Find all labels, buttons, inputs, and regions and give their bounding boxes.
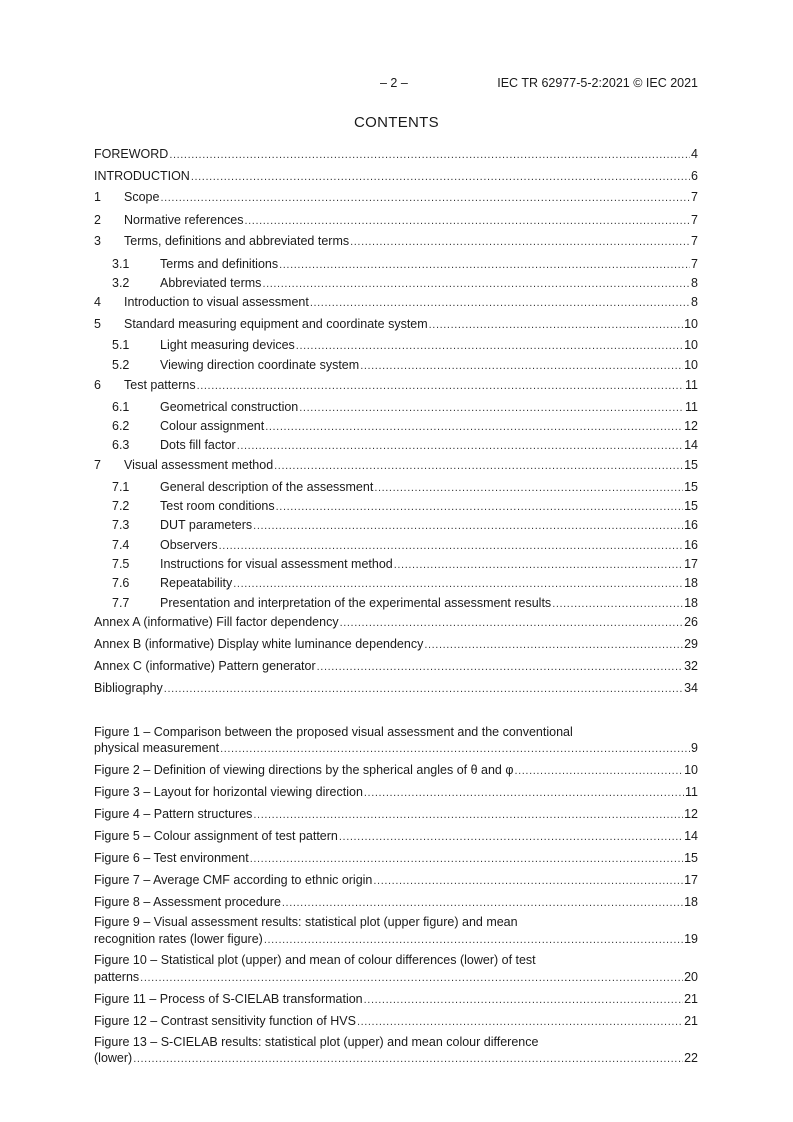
figure-entry[interactable] — [94, 894, 698, 910]
figure-entry-page: 19 — [684, 932, 698, 946]
toc-entry-number: 6 — [94, 378, 101, 392]
dot-leader — [339, 829, 683, 845]
dot-leader — [253, 518, 683, 534]
toc-entry-page: 15 — [684, 499, 698, 513]
toc-entry[interactable] — [94, 146, 698, 162]
toc-entry-page: 17 — [684, 557, 698, 571]
dot-leader — [220, 741, 690, 757]
toc-entry-page: 6 — [691, 169, 698, 183]
toc-entry-title: Viewing direction coordinate system — [160, 358, 360, 372]
figure-entry-title: recognition rates (lower figure) — [94, 932, 263, 946]
figure-entry[interactable] — [94, 828, 698, 844]
toc-entry-title: Annex C (informative) Pattern generator — [94, 659, 316, 673]
toc-entry-page: 8 — [691, 276, 698, 290]
toc-entry[interactable] — [94, 498, 698, 514]
toc-entry-number: 7.2 — [112, 499, 130, 513]
toc-entry-page: 4 — [691, 147, 698, 161]
dot-leader — [276, 499, 683, 515]
figure-entry[interactable] — [94, 850, 698, 866]
toc-entry-page: 16 — [684, 518, 698, 532]
dot-leader — [357, 1014, 683, 1030]
figure-entry-page: 22 — [684, 1051, 698, 1065]
figure-entry[interactable] — [94, 969, 698, 985]
toc-entry-page: 11 — [685, 378, 698, 392]
dot-leader — [250, 851, 683, 867]
dot-leader — [317, 659, 683, 675]
toc-entry-page: 12 — [684, 419, 698, 433]
dot-leader — [265, 419, 683, 435]
toc-entry-number: 7.6 — [112, 576, 130, 590]
figure-entry-page: 10 — [684, 763, 698, 777]
toc-entry-page: 7 — [691, 190, 698, 204]
toc-entry[interactable] — [94, 377, 698, 393]
toc-entry-title: Light measuring devices — [160, 338, 295, 352]
toc-entry-title: Presentation and interpretation of the experimental assessment results — [160, 596, 552, 610]
toc-entry-title: DUT parameters — [160, 518, 253, 532]
toc-entry[interactable] — [94, 256, 698, 272]
toc-entry-title: Standard measuring equipment and coordinate system — [124, 317, 428, 331]
toc-entry[interactable] — [94, 479, 698, 495]
toc-entry-number: 2 — [94, 213, 101, 227]
toc-entry-title: Geometrical construction — [160, 400, 299, 414]
toc-entry[interactable] — [94, 595, 698, 611]
dot-leader — [374, 480, 683, 496]
toc-entry-title: Instructions for visual assessment method — [160, 557, 393, 571]
toc-entry-number: 6.2 — [112, 419, 130, 433]
toc-entry[interactable] — [94, 457, 698, 473]
toc-entry-page: 10 — [684, 317, 698, 331]
toc-entry-page: 29 — [684, 637, 698, 651]
toc-entry-number: 5 — [94, 317, 101, 331]
toc-entry-page: 26 — [684, 615, 698, 629]
toc-entry-page: 7 — [691, 234, 698, 248]
dot-leader — [279, 257, 690, 273]
dot-leader — [424, 637, 683, 653]
dot-leader — [133, 1051, 683, 1067]
dot-leader — [274, 458, 683, 474]
figure-entry-caption-line[interactable]: Figure 1 – Comparison between the proposed visual assessment and the conventional — [94, 725, 573, 739]
dot-leader — [169, 147, 690, 163]
toc-entry-number: 6.3 — [112, 438, 130, 452]
page-title: CONTENTS — [354, 114, 439, 131]
toc-entry-number: 7.5 — [112, 557, 130, 571]
figure-entry-title: Figure 5 – Colour assignment of test pattern — [94, 829, 338, 843]
dot-leader — [164, 681, 683, 697]
figure-entry-page: 21 — [684, 992, 698, 1006]
toc-entry-number: 3 — [94, 234, 101, 248]
toc-entry-title: Visual assessment method — [124, 458, 274, 472]
dot-leader — [373, 873, 683, 889]
toc-entry-title: Test room conditions — [160, 499, 275, 513]
figure-entry[interactable] — [94, 1013, 698, 1029]
toc-entry[interactable] — [94, 233, 698, 249]
toc-entry-title: Normative references — [124, 213, 244, 227]
toc-entry-number: 5.1 — [112, 338, 130, 352]
dot-leader — [364, 992, 683, 1008]
toc-entry[interactable] — [94, 614, 698, 630]
figure-entry-title: Figure 4 – Pattern structures — [94, 807, 253, 821]
figure-entry-title: Figure 3 – Layout for horizontal viewing direction — [94, 785, 363, 799]
dot-leader — [360, 358, 683, 374]
dot-leader — [237, 438, 683, 454]
toc-entry[interactable] — [94, 399, 698, 415]
toc-entry-page: 11 — [685, 400, 698, 414]
dot-leader — [160, 190, 690, 206]
dot-leader — [296, 338, 683, 354]
dot-leader — [245, 213, 691, 229]
toc-entry-page: 10 — [684, 358, 698, 372]
toc-entry-title: INTRODUCTION — [94, 169, 190, 183]
toc-entry-number: 7.7 — [112, 596, 130, 610]
toc-entry-number: 7 — [94, 458, 101, 472]
toc-entry[interactable] — [94, 658, 698, 674]
toc-entry-page: 34 — [684, 681, 698, 695]
toc-entry-page: 8 — [691, 295, 698, 309]
dot-leader — [350, 234, 690, 250]
toc-entry[interactable] — [94, 316, 698, 332]
dot-leader — [197, 378, 684, 394]
toc-entry-title: Annex A (informative) Fill factor dependency — [94, 615, 339, 629]
dot-leader — [429, 317, 683, 333]
figure-entry-caption-line[interactable]: Figure 9 – Visual assessment results: statistical plot (upper figure) and mean — [94, 915, 518, 929]
toc-entry[interactable] — [94, 357, 698, 373]
figure-entry-page: 11 — [685, 785, 698, 799]
toc-entry[interactable] — [94, 189, 698, 205]
toc-entry[interactable] — [94, 275, 698, 291]
toc-entry-page: 15 — [684, 458, 698, 472]
dot-leader — [340, 615, 684, 631]
toc-entry-page: 16 — [684, 538, 698, 552]
figure-entry-caption-line[interactable]: Figure 10 – Statistical plot (upper) and mean of colour differences (lower) of test — [94, 953, 536, 967]
toc-entry-title: Repeatability — [160, 576, 233, 590]
toc-entry[interactable] — [94, 212, 698, 228]
figure-entry[interactable] — [94, 1050, 698, 1066]
figure-entry-page: 21 — [684, 1014, 698, 1028]
dot-leader — [253, 807, 683, 823]
figure-entry-page: 12 — [684, 807, 698, 821]
figure-entry-title: Figure 2 – Definition of viewing directions by the spherical angles of θ and φ — [94, 763, 514, 777]
toc-entry-title: Abbreviated terms — [160, 276, 262, 290]
figure-entry-title: (lower) — [94, 1051, 133, 1065]
figure-entry-page: 14 — [684, 829, 698, 843]
figure-entry-title: Figure 11 – Process of S-CIELAB transformation — [94, 992, 363, 1006]
figure-entry-page: 15 — [684, 851, 698, 865]
toc-entry-title: Bibliography — [94, 681, 163, 695]
dot-leader — [364, 785, 684, 801]
toc-entry-page: 10 — [684, 338, 698, 352]
toc-entry[interactable] — [94, 575, 698, 591]
toc-entry[interactable] — [94, 168, 698, 184]
toc-entry-title: FOREWORD — [94, 147, 169, 161]
toc-entry-title: Annex B (informative) Display white luminance dependency — [94, 637, 424, 651]
toc-entry-number: 5.2 — [112, 358, 130, 372]
toc-entry-page: 7 — [691, 213, 698, 227]
toc-entry-number: 7.1 — [112, 480, 130, 494]
toc-entry[interactable] — [94, 636, 698, 652]
toc-entry-title: Dots fill factor — [160, 438, 236, 452]
toc-entry[interactable] — [94, 437, 698, 453]
dot-leader — [552, 596, 683, 612]
toc-entry-number: 6.1 — [112, 400, 130, 414]
toc-entry[interactable] — [94, 537, 698, 553]
figure-entry[interactable] — [94, 806, 698, 822]
dot-leader — [394, 557, 683, 573]
toc-entry-title: Introduction to visual assessment — [124, 295, 309, 309]
figure-entry-title: Figure 7 – Average CMF according to ethnic origin — [94, 873, 373, 887]
figure-entry[interactable] — [94, 872, 698, 888]
figure-entry-title: Figure 12 – Contrast sensitivity function of HVS — [94, 1014, 356, 1028]
page-header — [94, 76, 698, 92]
toc-entry[interactable] — [94, 294, 698, 310]
toc-entry[interactable] — [94, 556, 698, 572]
figure-entry-page: 9 — [691, 741, 698, 755]
toc-entry-page: 15 — [684, 480, 698, 494]
page-number: – 2 – — [380, 76, 408, 90]
figure-entry-caption-line[interactable]: Figure 13 – S-CIELAB results: statistical plot (upper) and mean colour difference — [94, 1035, 539, 1049]
toc-entry-page: 32 — [684, 659, 698, 673]
toc-entry-page: 7 — [691, 257, 698, 271]
toc-entry-title: General description of the assessment — [160, 480, 374, 494]
toc-entry-page: 14 — [684, 438, 698, 452]
toc-entry-title: Terms and definitions — [160, 257, 279, 271]
figure-entry-title: Figure 8 – Assessment procedure — [94, 895, 281, 909]
figure-entry-title: Figure 6 – Test environment — [94, 851, 249, 865]
dot-leader — [282, 895, 683, 911]
toc-entry-number: 3.2 — [112, 276, 130, 290]
toc-entry-number: 4 — [94, 295, 101, 309]
figure-entry[interactable] — [94, 991, 698, 1007]
dot-leader — [219, 538, 683, 554]
figure-entry-page: 18 — [684, 895, 698, 909]
figure-entry-title: physical measurement — [94, 741, 220, 755]
dot-leader — [140, 970, 683, 986]
dot-leader — [262, 276, 690, 292]
toc-entry-title: Test patterns — [124, 378, 196, 392]
figure-entry[interactable] — [94, 740, 698, 756]
toc-entry-title: Observers — [160, 538, 218, 552]
document-id: IEC TR 62977-5-2:2021 © IEC 2021 — [497, 76, 698, 90]
toc-entry[interactable] — [94, 517, 698, 533]
toc-entry[interactable] — [94, 418, 698, 434]
toc-entry-title: Colour assignment — [160, 419, 265, 433]
figure-entry[interactable] — [94, 931, 698, 947]
dot-leader — [191, 169, 690, 185]
figure-entry[interactable] — [94, 762, 698, 778]
toc-entry-page: 18 — [684, 576, 698, 590]
dot-leader — [233, 576, 683, 592]
figure-entry-title: patterns — [94, 970, 140, 984]
figure-entry[interactable] — [94, 784, 698, 800]
toc-entry-title: Scope — [124, 190, 160, 204]
dot-leader — [299, 400, 684, 416]
dot-leader — [310, 295, 690, 311]
figure-entry-page: 20 — [684, 970, 698, 984]
toc-entry-number: 7.4 — [112, 538, 130, 552]
toc-entry-number: 3.1 — [112, 257, 130, 271]
toc-entry-title: Terms, definitions and abbreviated terms — [124, 234, 350, 248]
figure-entry-page: 17 — [684, 873, 698, 887]
toc-entry-page: 18 — [684, 596, 698, 610]
dot-leader — [514, 763, 683, 779]
toc-entry[interactable] — [94, 680, 698, 696]
toc-entry-number: 1 — [94, 190, 101, 204]
dot-leader — [264, 932, 683, 948]
toc-entry-number: 7.3 — [112, 518, 130, 532]
toc-entry[interactable] — [94, 337, 698, 353]
